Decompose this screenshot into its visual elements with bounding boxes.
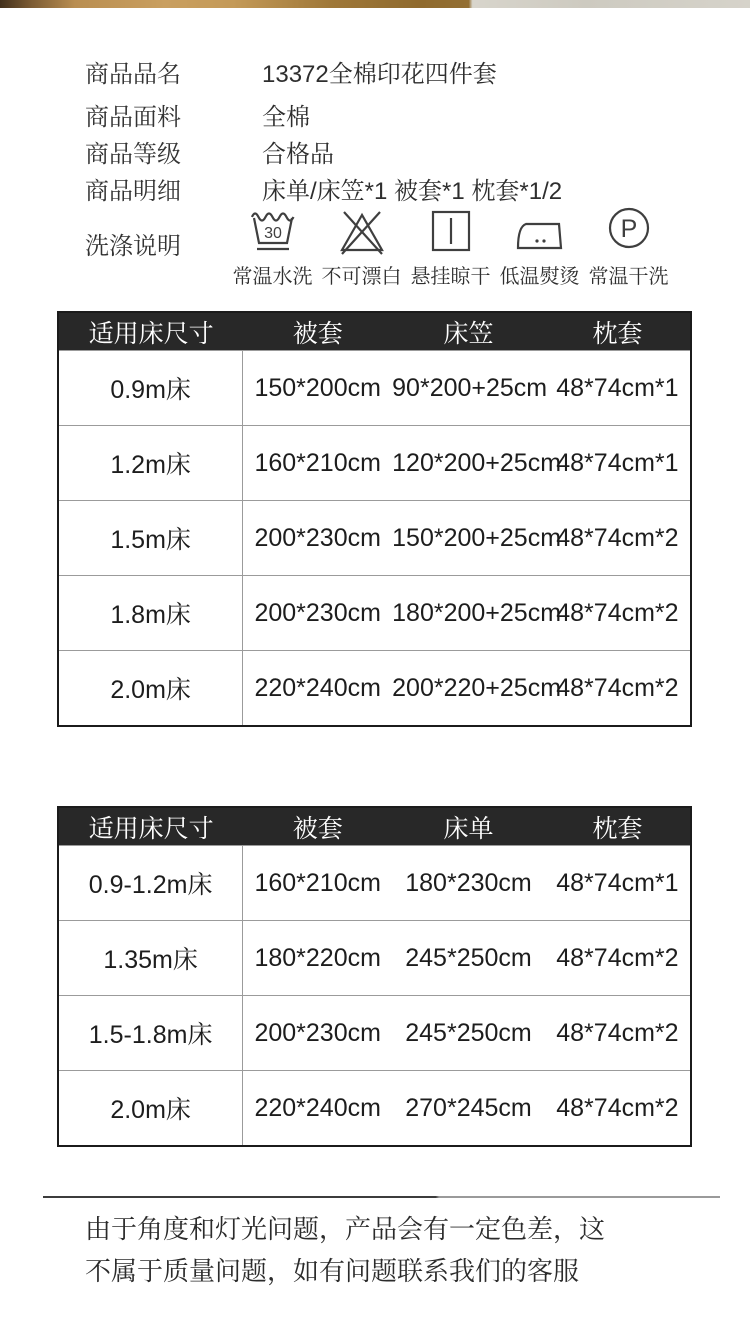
iron-low-temp-icon [514,204,566,256]
care-caption: 常温水洗 [232,266,313,288]
table-row [59,575,690,650]
cell-bed-size: 2.0m床 [59,1071,243,1145]
cell-flat-sheet: 180*230cm [405,868,532,897]
size-table-flat-sheet [57,806,692,1147]
col-header-duvet-cover: 被套 [292,814,343,843]
product-name-row [85,60,497,90]
disclaimer-line-2: 不属于质量问题，如有问题联系我们的客服 [85,1256,580,1286]
cell-pillowcase: 48*74cm*2 [556,943,679,972]
cell-pillowcase: 48*74cm*2 [556,1093,679,1122]
cell-fitted-sheet: 200*220+25cm [392,673,562,702]
disclaimer-line-1: 由于角度和灯光问题，产品会有一定色差，这 [85,1214,606,1244]
table-row [59,845,690,920]
cell-pillowcase: 48*74cm*1 [556,373,679,402]
care-item-hang-dry [406,204,495,289]
care-caption: 常温干洗 [588,266,669,288]
col-header-pillowcase: 枕套 [592,814,643,843]
cell-flat-sheet: 245*250cm [405,943,532,972]
cell-duvet-cover: 200*230cm [254,1018,381,1047]
product-contents-row [85,177,562,207]
cell-pillowcase: 48*74cm*1 [556,448,679,477]
product-fabric-row [85,103,310,133]
cell-duvet-cover: 180*220cm [254,943,381,972]
cell-fitted-sheet: 90*200+25cm [392,373,548,402]
table-row [59,920,690,995]
care-item-dry-clean [584,204,673,289]
care-instructions-row [85,204,673,289]
cell-duvet-cover: 220*240cm [254,1093,381,1122]
product-photo-strip [0,0,750,8]
col-header-duvet-cover: 被套 [292,319,343,348]
care-caption: 不可漂白 [321,266,402,288]
table-row [59,350,690,425]
care-icon-list [228,204,673,289]
svg-text:30: 30 [263,225,282,242]
wash-30-icon [248,204,298,256]
color-difference-disclaimer [85,1208,605,1292]
col-header-pillowcase: 枕套 [592,319,643,348]
size-table-fitted-sheet [57,311,692,727]
cell-pillowcase: 48*74cm*2 [556,598,679,627]
cell-pillowcase: 48*74cm*2 [556,1018,679,1047]
cell-duvet-cover: 160*210cm [254,868,381,897]
care-item-iron [495,204,584,289]
product-name-label: 商品品名 [85,61,181,88]
cell-bed-size: 1.8m床 [59,576,243,650]
cell-bed-size: 0.9m床 [59,351,243,425]
cell-bed-size: 0.9-1.2m床 [59,846,243,920]
cell-bed-size: 1.5m床 [59,501,243,575]
col-header-fitted-sheet: 床笠 [443,319,494,348]
cell-fitted-sheet: 150*200+25cm [392,523,562,552]
cell-duvet-cover: 200*230cm [254,523,381,552]
hang-dry-icon [428,204,474,256]
table-row [59,995,690,1070]
section-divider [43,1196,720,1198]
product-contents-label: 商品明细 [85,178,181,205]
product-fabric-label: 商品面料 [85,104,181,131]
col-header-bed-size: 适用床尺寸 [88,814,214,843]
product-name-value: 13372全棉印花四件套 [262,61,497,88]
cell-bed-size: 2.0m床 [59,651,243,725]
dry-clean-icon [605,204,653,256]
cell-flat-sheet: 270*245cm [405,1093,532,1122]
table-header-row [59,808,690,845]
cell-bed-size: 1.2m床 [59,426,243,500]
care-item-no-bleach [317,204,406,289]
cell-duvet-cover: 160*210cm [254,448,381,477]
cell-bed-size: 1.35m床 [59,921,243,995]
product-fabric-value: 全棉 [262,104,310,131]
product-contents-value: 床单/床笠*1 被套*1 枕套*1/2 [262,178,563,205]
table-row [59,1070,690,1145]
do-not-bleach-icon [335,204,389,256]
cell-duvet-cover: 200*230cm [254,598,381,627]
care-caption: 低温熨烫 [499,266,580,288]
care-instructions-label: 洗涤说明 [85,233,181,260]
cell-pillowcase: 48*74cm*2 [556,673,679,702]
col-header-flat-sheet: 床单 [443,814,494,843]
col-header-bed-size: 适用床尺寸 [88,319,214,348]
svg-text:P: P [620,215,637,243]
table-row [59,650,690,725]
cell-duvet-cover: 150*200cm [254,373,381,402]
table-header-row [59,313,690,350]
product-grade-label: 商品等级 [85,141,181,168]
cell-pillowcase: 48*74cm*2 [556,523,679,552]
product-grade-value: 合格品 [262,141,334,168]
cell-bed-size: 1.5-1.8m床 [59,996,243,1070]
cell-pillowcase: 48*74cm*1 [556,868,679,897]
table-row [59,425,690,500]
table-row [59,500,690,575]
cell-fitted-sheet: 120*200+25cm [392,448,562,477]
care-item-wash [228,204,317,289]
cell-fitted-sheet: 180*200+25cm [392,598,562,627]
care-caption: 悬挂晾干 [410,266,491,288]
cell-flat-sheet: 245*250cm [405,1018,532,1047]
product-grade-row [85,140,334,170]
cell-duvet-cover: 220*240cm [254,673,381,702]
